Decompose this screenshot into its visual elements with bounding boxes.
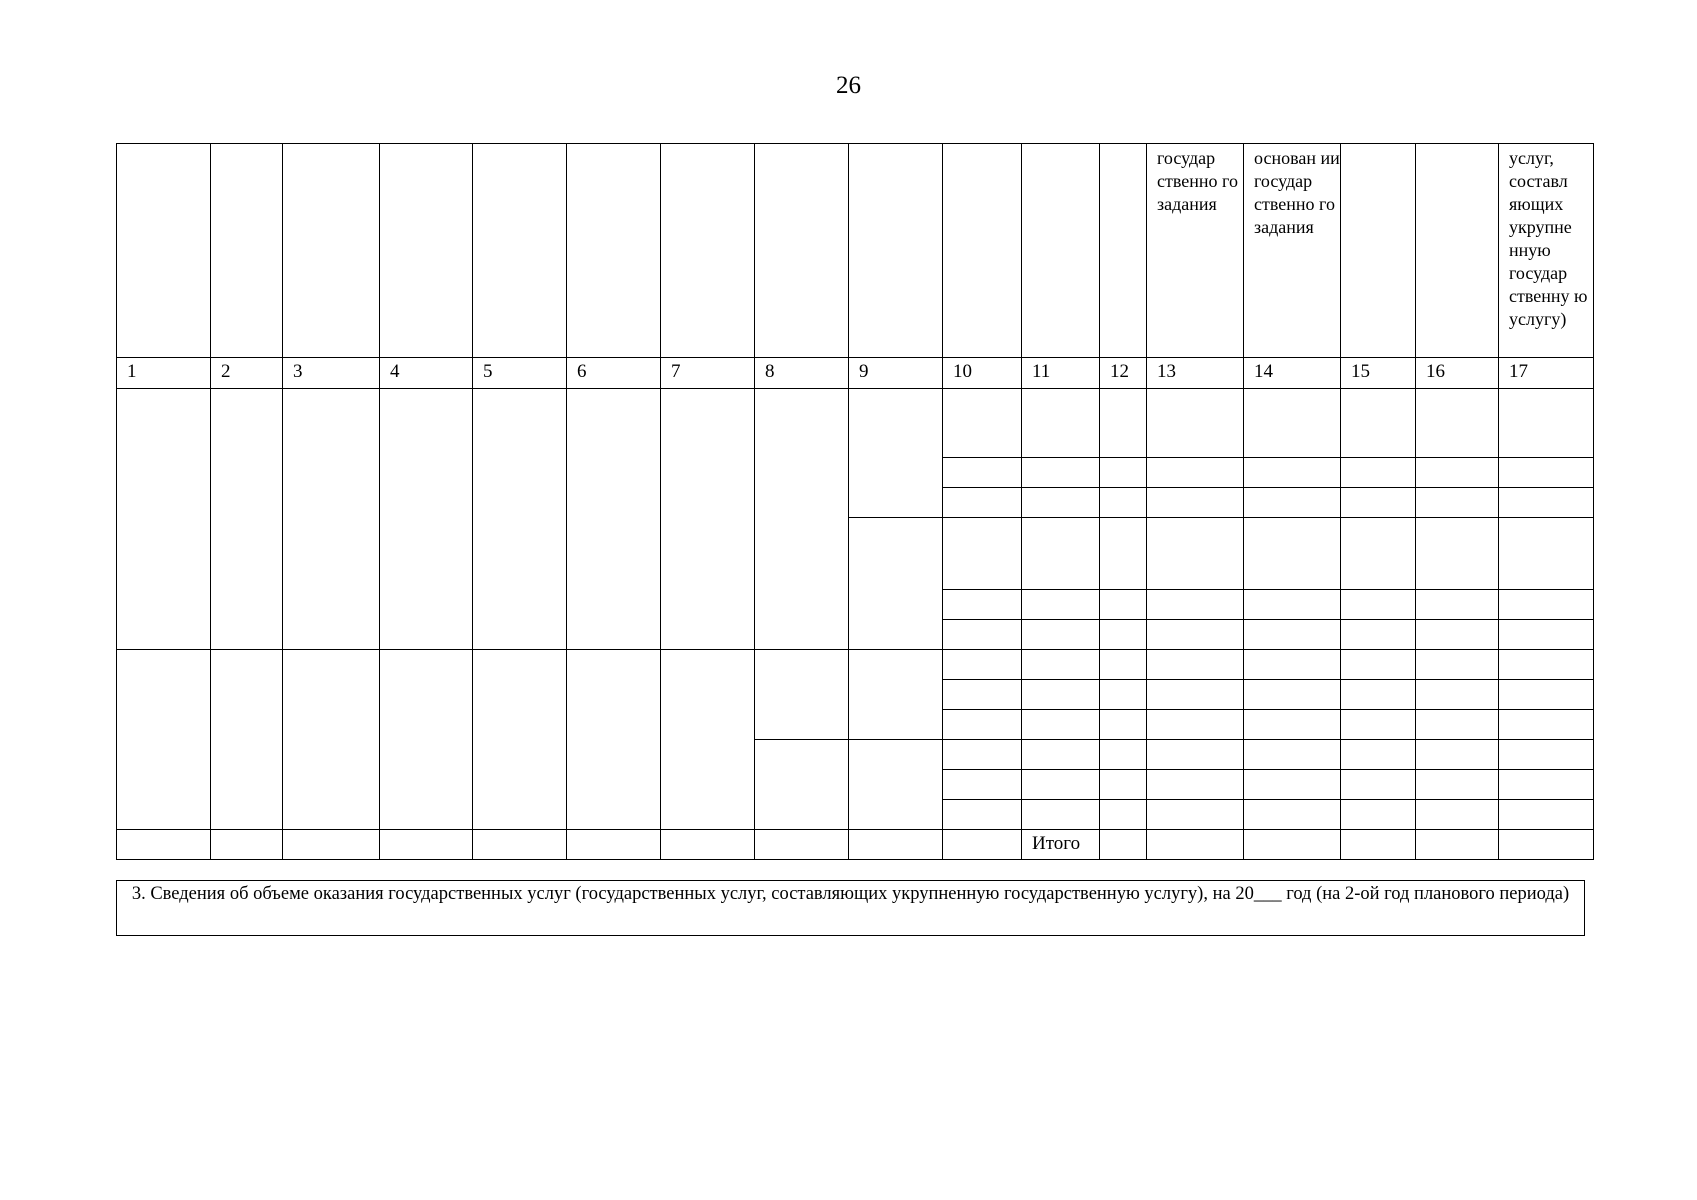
total-label: Итого bbox=[1022, 830, 1100, 860]
section-heading-box bbox=[116, 880, 1585, 936]
table-cell bbox=[1499, 458, 1594, 488]
table-cell bbox=[211, 389, 283, 650]
table-cell bbox=[943, 389, 1022, 458]
table-cell bbox=[117, 389, 211, 650]
table-cell bbox=[1147, 770, 1244, 800]
header-cell-17: услуг, составл яющих укрупне нную государ ственну ю услугу) bbox=[1499, 144, 1594, 358]
table-cell bbox=[380, 389, 473, 650]
table-cell bbox=[1022, 680, 1100, 710]
column-number: 8 bbox=[755, 358, 849, 389]
table-cell bbox=[1416, 458, 1499, 488]
header-cell bbox=[473, 144, 567, 358]
table-cell bbox=[1244, 830, 1341, 860]
table-cell bbox=[1341, 488, 1416, 518]
column-numbers-row bbox=[117, 358, 1594, 389]
table-cell bbox=[1499, 650, 1594, 680]
table-cell bbox=[661, 389, 755, 650]
table-cell bbox=[1100, 680, 1147, 710]
column-number: 4 bbox=[380, 358, 473, 389]
table-cell bbox=[283, 830, 380, 860]
column-number: 16 bbox=[1416, 358, 1499, 389]
table-row bbox=[117, 650, 1594, 680]
header-cell bbox=[1416, 144, 1499, 358]
table-cell bbox=[1147, 389, 1244, 458]
column-number: 15 bbox=[1341, 358, 1416, 389]
page-number: 26 bbox=[836, 72, 861, 99]
table-cell bbox=[1100, 620, 1147, 650]
table-cell bbox=[755, 650, 849, 740]
header-cell bbox=[1341, 144, 1416, 358]
table-cell bbox=[117, 650, 211, 830]
table-cell bbox=[1100, 518, 1147, 590]
column-number: 17 bbox=[1499, 358, 1594, 389]
header-cell bbox=[849, 144, 943, 358]
table-cell bbox=[1100, 389, 1147, 458]
table-cell bbox=[943, 740, 1022, 770]
table-cell bbox=[1341, 740, 1416, 770]
table-cell bbox=[1416, 518, 1499, 590]
table-cell bbox=[1244, 518, 1341, 590]
table-cell bbox=[211, 650, 283, 830]
table-cell bbox=[1100, 770, 1147, 800]
table-cell bbox=[1416, 710, 1499, 740]
table-cell bbox=[1100, 830, 1147, 860]
table-cell bbox=[1244, 389, 1341, 458]
table-cell bbox=[1499, 740, 1594, 770]
table-cell bbox=[1416, 488, 1499, 518]
table-cell bbox=[943, 458, 1022, 488]
header-cell bbox=[211, 144, 283, 358]
table-cell bbox=[661, 830, 755, 860]
table-cell bbox=[1100, 488, 1147, 518]
header-cell bbox=[283, 144, 380, 358]
table-cell bbox=[755, 740, 849, 830]
table-cell bbox=[1147, 590, 1244, 620]
table-cell bbox=[473, 650, 567, 830]
header-cell bbox=[117, 144, 211, 358]
table-cell bbox=[943, 620, 1022, 650]
table-cell bbox=[1499, 830, 1594, 860]
table-cell bbox=[283, 389, 380, 650]
table-cell bbox=[755, 830, 849, 860]
table-cell bbox=[1022, 389, 1100, 458]
header-cell bbox=[755, 144, 849, 358]
table-cell bbox=[473, 830, 567, 860]
table-cell bbox=[1147, 488, 1244, 518]
column-number: 1 bbox=[117, 358, 211, 389]
table-cell bbox=[1244, 458, 1341, 488]
table-cell bbox=[1244, 710, 1341, 740]
table-cell bbox=[283, 650, 380, 830]
table-cell bbox=[473, 389, 567, 650]
table-cell bbox=[1022, 770, 1100, 800]
table-cell bbox=[1147, 518, 1244, 590]
services-table bbox=[116, 143, 1594, 860]
table-cell bbox=[1022, 488, 1100, 518]
column-number: 14 bbox=[1244, 358, 1341, 389]
column-number: 12 bbox=[1100, 358, 1147, 389]
table-cell bbox=[1147, 740, 1244, 770]
table-cell bbox=[1147, 800, 1244, 830]
table-cell bbox=[849, 389, 943, 518]
table-cell bbox=[1244, 590, 1341, 620]
column-number: 10 bbox=[943, 358, 1022, 389]
table-cell bbox=[1416, 830, 1499, 860]
table-cell bbox=[1499, 680, 1594, 710]
table-cell bbox=[1022, 458, 1100, 488]
column-number: 2 bbox=[211, 358, 283, 389]
table-cell bbox=[1341, 590, 1416, 620]
table-cell bbox=[1341, 620, 1416, 650]
table-cell bbox=[1499, 770, 1594, 800]
table-cell bbox=[1499, 488, 1594, 518]
column-number: 11 bbox=[1022, 358, 1100, 389]
table-cell bbox=[380, 650, 473, 830]
table-cell bbox=[943, 650, 1022, 680]
table-cell bbox=[943, 830, 1022, 860]
table-cell bbox=[1341, 458, 1416, 488]
table-cell bbox=[849, 650, 943, 740]
table-cell bbox=[1244, 800, 1341, 830]
table-cell bbox=[1499, 710, 1594, 740]
table-cell bbox=[849, 740, 943, 830]
table-cell bbox=[1499, 518, 1594, 590]
table-cell bbox=[1244, 770, 1341, 800]
table-cell bbox=[1416, 740, 1499, 770]
table-cell bbox=[943, 710, 1022, 740]
table-cell bbox=[1100, 740, 1147, 770]
table-cell bbox=[1244, 680, 1341, 710]
table-cell bbox=[1416, 590, 1499, 620]
table-cell bbox=[1416, 389, 1499, 458]
table-cell bbox=[1499, 620, 1594, 650]
header-cell bbox=[567, 144, 661, 358]
table-cell bbox=[1147, 620, 1244, 650]
table-cell bbox=[849, 830, 943, 860]
header-cell bbox=[661, 144, 755, 358]
column-number: 9 bbox=[849, 358, 943, 389]
table-cell bbox=[1341, 800, 1416, 830]
column-number: 6 bbox=[567, 358, 661, 389]
table-cell bbox=[1100, 710, 1147, 740]
table-cell bbox=[1244, 620, 1341, 650]
table-cell bbox=[1022, 650, 1100, 680]
table-cell bbox=[1341, 680, 1416, 710]
table-cell bbox=[1022, 518, 1100, 590]
table-cell bbox=[1341, 770, 1416, 800]
table-cell bbox=[1341, 389, 1416, 458]
table-cell bbox=[849, 518, 943, 650]
table-cell bbox=[1341, 650, 1416, 680]
table-cell bbox=[1022, 800, 1100, 830]
header-cell-13: государ ственно го задания bbox=[1147, 144, 1244, 358]
table-cell bbox=[943, 800, 1022, 830]
table-cell bbox=[1022, 740, 1100, 770]
table-cell bbox=[1100, 590, 1147, 620]
table-cell bbox=[1147, 710, 1244, 740]
table-cell bbox=[1499, 800, 1594, 830]
table-cell bbox=[1100, 800, 1147, 830]
table-cell bbox=[1100, 458, 1147, 488]
table-cell bbox=[1499, 590, 1594, 620]
table-cell bbox=[567, 389, 661, 650]
table-cell bbox=[1244, 740, 1341, 770]
table-cell bbox=[211, 830, 283, 860]
table-cell bbox=[1341, 830, 1416, 860]
table-cell bbox=[943, 518, 1022, 590]
table-cell bbox=[1022, 710, 1100, 740]
header-cell bbox=[380, 144, 473, 358]
table-cell bbox=[1416, 650, 1499, 680]
column-number: 13 bbox=[1147, 358, 1244, 389]
table-cell bbox=[1147, 680, 1244, 710]
total-row bbox=[117, 830, 1594, 860]
table-cell bbox=[1244, 488, 1341, 518]
table-cell bbox=[567, 830, 661, 860]
header-cell-14: основан ии государ ственно го задания bbox=[1244, 144, 1341, 358]
table-cell bbox=[1244, 650, 1341, 680]
table-cell bbox=[1147, 650, 1244, 680]
table-cell bbox=[1022, 620, 1100, 650]
table-cell bbox=[661, 650, 755, 830]
table-cell bbox=[1499, 389, 1594, 458]
table-cell bbox=[943, 590, 1022, 620]
table-cell bbox=[1416, 680, 1499, 710]
table-cell bbox=[1416, 620, 1499, 650]
table-cell bbox=[1100, 650, 1147, 680]
table-cell bbox=[117, 830, 211, 860]
table-cell bbox=[1416, 800, 1499, 830]
table-cell bbox=[1341, 518, 1416, 590]
column-number: 3 bbox=[283, 358, 380, 389]
header-cell bbox=[943, 144, 1022, 358]
table-cell bbox=[1416, 770, 1499, 800]
table-cell bbox=[1147, 830, 1244, 860]
table-cell bbox=[1341, 710, 1416, 740]
table-cell bbox=[1147, 458, 1244, 488]
table-cell bbox=[380, 830, 473, 860]
table-cell bbox=[567, 650, 661, 830]
column-number: 7 bbox=[661, 358, 755, 389]
column-number: 5 bbox=[473, 358, 567, 389]
table-cell bbox=[1022, 590, 1100, 620]
table-cell bbox=[755, 389, 849, 650]
header-cell bbox=[1022, 144, 1100, 358]
table-cell bbox=[943, 770, 1022, 800]
table-cell bbox=[943, 488, 1022, 518]
header-cell bbox=[1100, 144, 1147, 358]
section-heading-text: 3. Сведения об объеме оказания государственных услуг (государственных услуг, составляющих укрупненную государственную услугу), на 20___ год (на 2-ой год планового периода) bbox=[131, 884, 1570, 904]
header-row bbox=[117, 144, 1594, 358]
table-row bbox=[117, 389, 1594, 458]
table-cell bbox=[943, 680, 1022, 710]
